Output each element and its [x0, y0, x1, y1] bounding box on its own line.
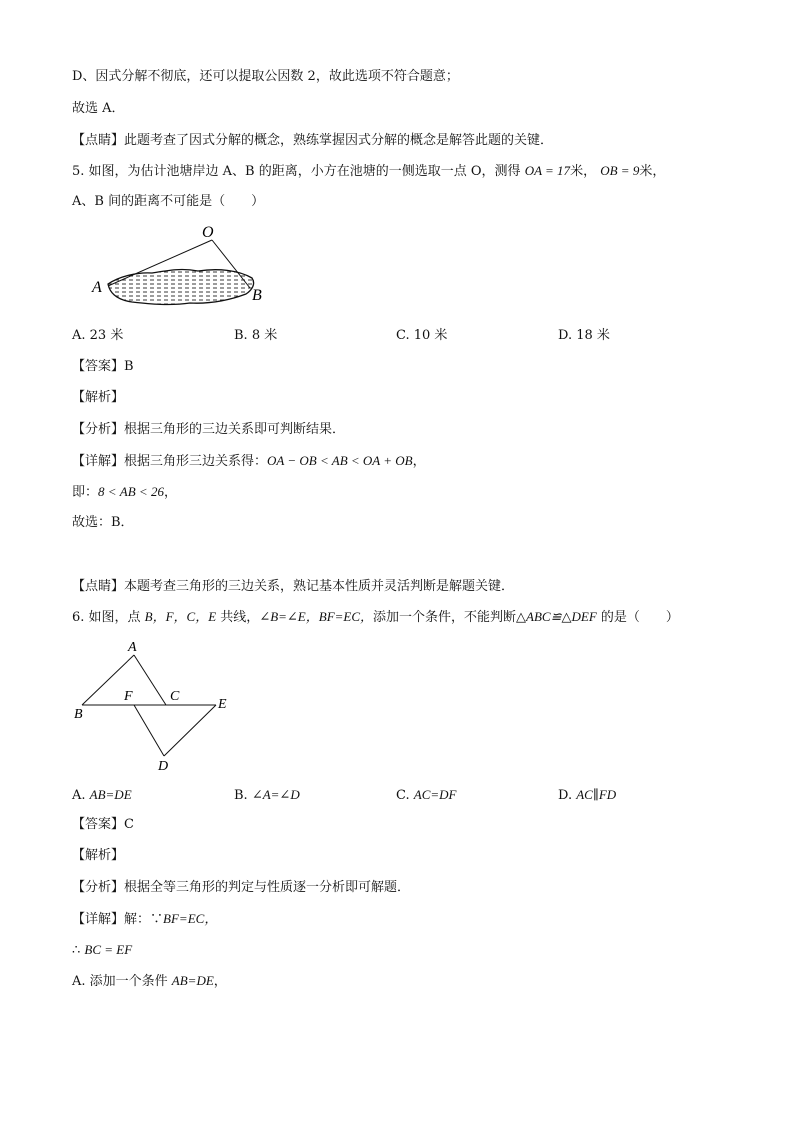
segment-de — [164, 705, 216, 756]
q6-fenxi — [72, 879, 410, 897]
q5-option-b: B. 8 米 — [234, 328, 278, 343]
point-label-a: A — [128, 640, 137, 655]
point-label-a: A — [92, 279, 102, 296]
punct: ， — [163, 485, 177, 500]
q5-stem-line2: A、B 间的距离不可能是（ ） — [72, 194, 265, 209]
q6-given: BF=EC， — [163, 911, 218, 926]
q5-option-a: A. 23 米 — [72, 328, 124, 343]
q5-dianjing — [72, 578, 514, 596]
q5-ob-equation: OB = 9 — [600, 163, 640, 178]
q6-option-a: A. AB=DE — [72, 787, 132, 803]
ji-prefix: 即： — [72, 485, 99, 500]
q6-xiangjie — [72, 910, 217, 929]
answer-value: C — [124, 817, 134, 832]
q6-answer — [72, 816, 134, 834]
q6-stem-suffix: 的是（ ） — [596, 610, 679, 625]
segment-fd — [134, 705, 164, 756]
option-a-expr: AB=DE — [171, 973, 214, 988]
q6-derived: BC = EF — [84, 942, 133, 957]
q4-comment — [72, 132, 553, 150]
q6-congruence: △ABC≌△DEF — [516, 609, 597, 624]
q5-conclusion: 故选：B． — [72, 515, 134, 530]
point-label-e: E — [218, 697, 227, 712]
q5-option-d: D. 18 米 — [558, 328, 610, 343]
q5-range-line — [72, 483, 177, 502]
q6-option-b: B. ∠A=∠D — [234, 787, 300, 803]
q5-range: 8 < AB < 26 — [98, 484, 164, 499]
answer-tag: 【答案】 — [72, 817, 125, 832]
q4-conclusion: 故选 A． — [72, 101, 125, 116]
q5-unit: 米， — [639, 164, 666, 179]
q5-pond-figure — [80, 218, 280, 318]
point-label-o: O — [202, 224, 214, 241]
punct: ， — [412, 454, 426, 469]
q5-unit: 米， — [570, 164, 597, 179]
q6-analysis-tag: 【解析】 — [72, 848, 125, 863]
q6-stem-mid1: 共线， — [216, 610, 260, 625]
fenxi-tag: 【分析】 — [72, 422, 125, 437]
q6-option-c: C. AC=DF — [396, 787, 457, 803]
because-symbol: ∵ — [150, 912, 164, 927]
segment-ac — [134, 655, 166, 705]
q6-stem-prefix: 6. 如图，点 — [72, 610, 145, 625]
answer-value: B — [124, 359, 134, 374]
option-a-prefix: A. 添加一个条件 — [72, 974, 172, 989]
q5-analysis-tag: 【解析】 — [72, 390, 125, 405]
therefore-symbol: ∴ — [72, 943, 81, 958]
point-label-b: B — [252, 287, 262, 304]
dianjing-tag: 【点睛】 — [72, 579, 125, 594]
fenxi-text: 根据全等三角形的判定与性质逐一分析即可解题． — [124, 880, 411, 895]
q5-answer — [72, 358, 134, 376]
q6-conditions: ∠B=∠E，BF=EC， — [259, 609, 374, 624]
q6-stem-mid2: 添加一个条件，不能判断 — [373, 610, 517, 625]
fenxi-text: 根据三角形的三边关系即可判断结果． — [124, 422, 346, 437]
punct: ， — [213, 974, 227, 989]
fenxi-tag: 【分析】 — [72, 880, 125, 895]
comment-tag: 【点睛】 — [72, 133, 125, 148]
xiangjie-tag: 【详解】 — [72, 912, 125, 927]
q6-option-a-analysis — [72, 972, 227, 991]
q5-option-c: C. 10 米 — [396, 328, 448, 343]
q5-inequality: OA − OB < AB < OA + OB — [267, 453, 413, 468]
q6-points: B，F，C，E — [144, 609, 217, 624]
q5-xiangjie — [72, 452, 426, 471]
xiangjie-tag: 【详解】 — [72, 454, 125, 469]
dianjing-text: 本题考查三角形的三边关系，熟记基本性质并灵活判断是解题关键． — [124, 579, 515, 594]
q6-triangles-figure — [70, 636, 240, 776]
q5-fenxi — [72, 421, 345, 439]
point-label-c: C — [170, 689, 180, 704]
q4-option-d-comment: D、因式分解不彻底，还可以提取公因数 2，故此选项不符合题意； — [72, 69, 459, 84]
answer-tag: 【答案】 — [72, 359, 125, 374]
q6-derived-line — [72, 941, 132, 960]
point-label-b: B — [74, 707, 83, 722]
q5-stem-line1 — [72, 162, 665, 181]
xiangjie-prefix: 解： — [124, 912, 151, 927]
comment-text: 此题考查了因式分解的概念，熟练掌握因式分解的概念是解答此题的关键． — [124, 133, 554, 148]
xiangjie-prefix: 根据三角形三边关系得： — [124, 454, 268, 469]
q6-stem — [72, 608, 679, 627]
point-label-d: D — [158, 759, 169, 774]
q6-option-d: D. AC∥FD — [558, 787, 617, 803]
point-label-f: F — [124, 689, 133, 704]
q5-stem-prefix: 5. 如图，为估计池塘岸边 A、B 的距离，小方在池塘的一侧选取一点 O，测得 — [72, 164, 521, 179]
pond-shape — [108, 270, 254, 305]
q5-oa-equation: OA = 17 — [524, 163, 571, 178]
